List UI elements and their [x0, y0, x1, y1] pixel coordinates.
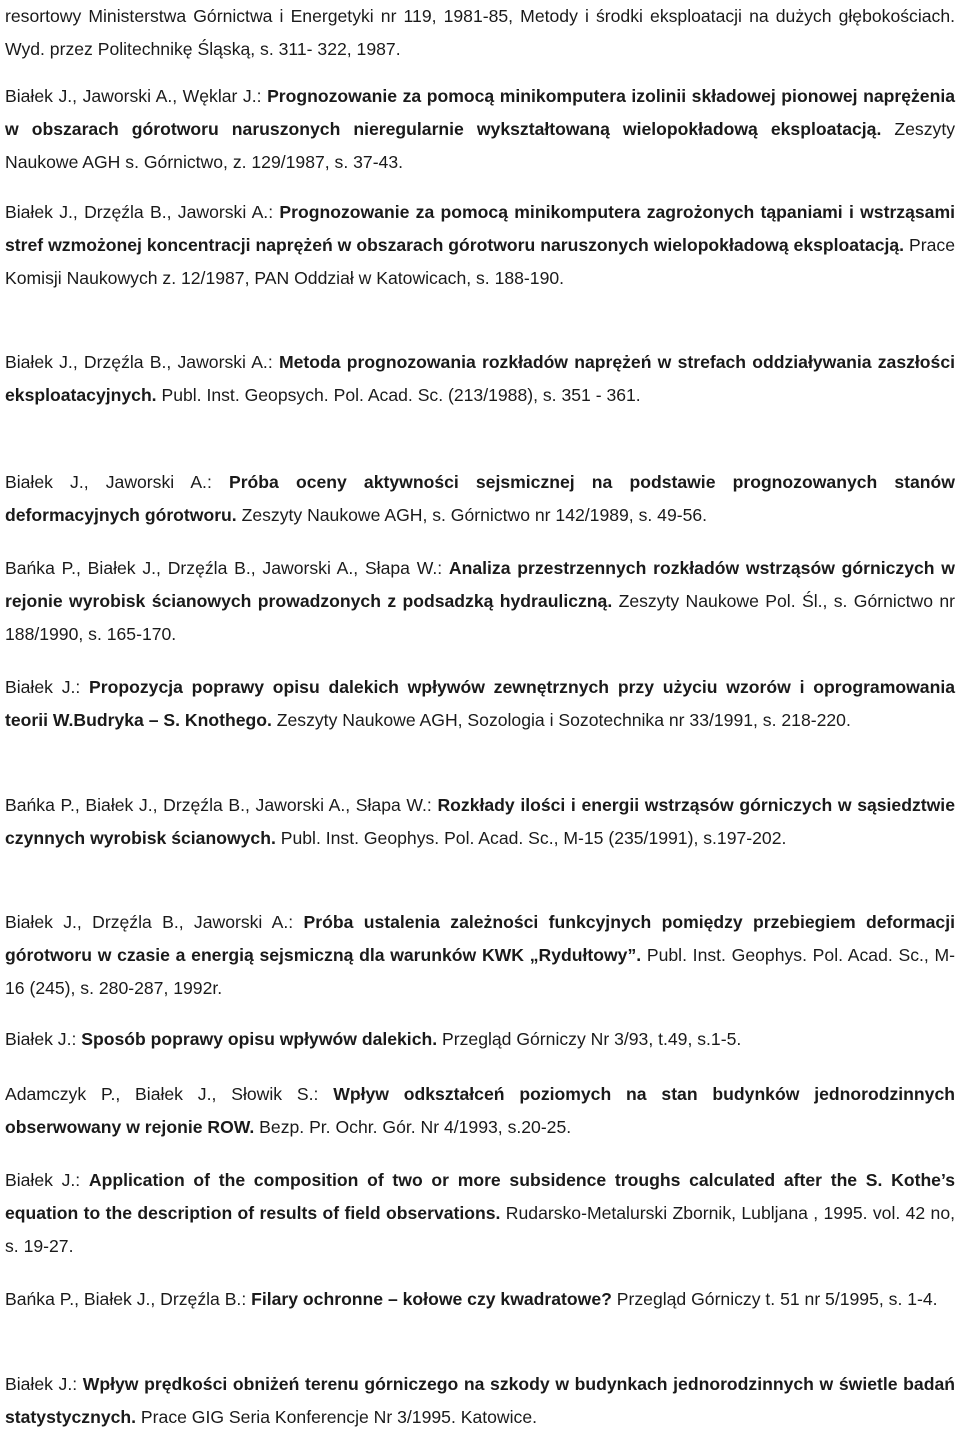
entry-title: Filary ochronne – kołowe czy kwadratowe?	[251, 1289, 612, 1309]
entry-title: Prognozowanie za pomocą minikomputera izolinii składowej pionowej naprężenia w obszarach górotworu naruszonych nieregularnie wykształtowaną wielopokładową eksploatacją.	[5, 86, 956, 139]
entry-source: Publ. Inst. Geopsych. Pol. Acad. Sc. (213/1988), s. 351 - 361.	[156, 385, 641, 405]
entry-title: Wpływ odkształceń poziomych na stan budynków jednorodzinnych obserwowany w rejonie ROW.	[5, 1084, 955, 1137]
entry-source: Zeszyty Naukowe AGH, Sozologia i Sozotechnika nr 33/1991, s. 218-220.	[271, 710, 851, 730]
entry-title: Wpływ prędkości obniżeń terenu górniczego na szkody w budynkach jednorodzinnych w świetle badań statystycznych.	[5, 1374, 955, 1427]
bibliography-entry	[5, 466, 955, 532]
entry-authors: Białek J., Drzęźla B., Jaworski A.:	[5, 912, 304, 932]
entry-authors: Białek J.:	[5, 1170, 89, 1190]
entry-source: Zeszyty Naukowe AGH s. Górnictwo, z. 129/1987, s. 37-43.	[5, 119, 956, 172]
entry-source: Przegląd Górniczy t. 51 nr 5/1995, s. 1-4.	[611, 1289, 938, 1309]
bibliography-entry	[5, 80, 955, 179]
entry-title: Prognozowanie za pomocą minikomputera zagrożonych tąpaniami i wstrząsami stref wzmożonej koncentracji naprężeń w obszarach górotworu naruszonych wielopokładową eksploatacją.	[5, 202, 955, 255]
bibliography-entry	[5, 346, 955, 412]
entry-authors: Białek J., Drzęźla B., Jaworski A.:	[5, 202, 280, 222]
entry-authors: Białek J.:	[5, 1374, 83, 1394]
entry-source: Publ. Inst. Geophys. Pol. Acad. Sc., M-16 (245), s. 280-287, 1992r.	[5, 945, 956, 998]
entry-authors: Białek J., Jaworski A., Węklar J.:	[5, 86, 268, 106]
bibliography-entry	[5, 0, 955, 66]
entry-source: Przegląd Górniczy Nr 3/93, t.49, s.1-5.	[437, 1029, 742, 1049]
entry-source: Prace Komisji Naukowych z. 12/1987, PAN Oddział w Katowicach, s. 188-190.	[5, 235, 955, 288]
entry-authors: Bańka P., Białek J., Drzęźla B., Jaworski A., Słapa W.:	[5, 558, 449, 578]
entry-title: Analiza przestrzennych rozkładów wstrząsów górniczych w rejonie wyrobisk ścianowych prowadzonych z podsadzką hydrauliczną.	[5, 558, 955, 611]
entry-authors: Bańka P., Białek J., Drzęźla B., Jaworski A., Słapa W.:	[5, 795, 438, 815]
bibliography-entry	[5, 1164, 955, 1263]
bibliography-entry	[5, 906, 955, 1005]
entry-title: Rozkłady ilości i energii wstrząsów górniczych w sąsiedztwie czynnych wyrobisk ścianowych.	[5, 795, 955, 848]
entry-source: Publ. Inst. Geophys. Pol. Acad. Sc., M-15 (235/1991), s.197-202.	[275, 828, 787, 848]
bibliography-entry	[5, 789, 955, 855]
entry-source: Bezp. Pr. Ochr. Gór. Nr 4/1993, s.20-25.	[254, 1117, 572, 1137]
entry-title: Próba ustalenia zależności funkcyjnych pomiędzy przebiegiem deformacji górotworu w czasie a energią sejsmiczną dla warunków KWK „Rydułtowy”.	[5, 912, 955, 965]
bibliography-entry	[5, 1283, 955, 1316]
entry-title: Metoda prognozowania rozkładów naprężeń w strefach oddziaływania zaszłości eksploatacyjnych.	[5, 352, 955, 405]
entry-authors: Bańka P., Białek J., Drzęźla B.:	[5, 1289, 252, 1309]
entry-title: Application of the composition of two or more subsidence troughs calculated after the S. Kothe’s equation to the description of results of field observations.	[5, 1170, 955, 1223]
entry-authors: Białek J.:	[5, 1029, 82, 1049]
entry-title: Próba oceny aktywności sejsmicznej na podstawie prognozowanych stanów deformacyjnych górotworu.	[5, 472, 955, 525]
entry-source: resortowy Ministerstwa Górnictwa i Energetyki nr 119, 1981-85, Metody i środki eksploatacji na dużych głębokościach. Wyd. przez Politechnikę Śląską, s. 311- 322, 1987.	[5, 6, 955, 59]
entry-authors: Białek J.:	[5, 677, 90, 697]
bibliography-entry	[5, 671, 955, 737]
entry-source: Prace GIG Seria Konferencje Nr 3/1995. Katowice.	[136, 1407, 537, 1427]
entry-authors: Białek J., Drzęźla B., Jaworski A.:	[5, 352, 279, 372]
entry-authors: Adamczyk P., Białek J., Słowik S.:	[5, 1084, 334, 1104]
bibliography-entry	[5, 1368, 955, 1434]
entry-source: Rudarsko-Metalurski Zbornik, Lubljana , 1995. vol. 42 no, s. 19-27.	[5, 1203, 955, 1256]
entry-authors: Białek J., Jaworski A.:	[5, 472, 229, 492]
entry-title: Sposób poprawy opisu wpływów dalekich.	[81, 1029, 438, 1049]
entry-title: Propozycja poprawy opisu dalekich wpływów zewnętrznych przy użyciu wzorów i oprogramowania teorii W.Budryka – S. Knothego.	[5, 677, 955, 730]
bibliography-entry	[5, 1023, 955, 1056]
bibliography-entry	[5, 552, 955, 651]
entry-source: Zeszyty Naukowe Pol. Śl., s. Górnictwo nr 188/1990, s. 165-170.	[5, 591, 956, 644]
entry-source: Zeszyty Naukowe AGH, s. Górnictwo nr 142/1989, s. 49-56.	[236, 505, 708, 525]
bibliography-entry	[5, 196, 955, 295]
bibliography-entry	[5, 1078, 955, 1144]
